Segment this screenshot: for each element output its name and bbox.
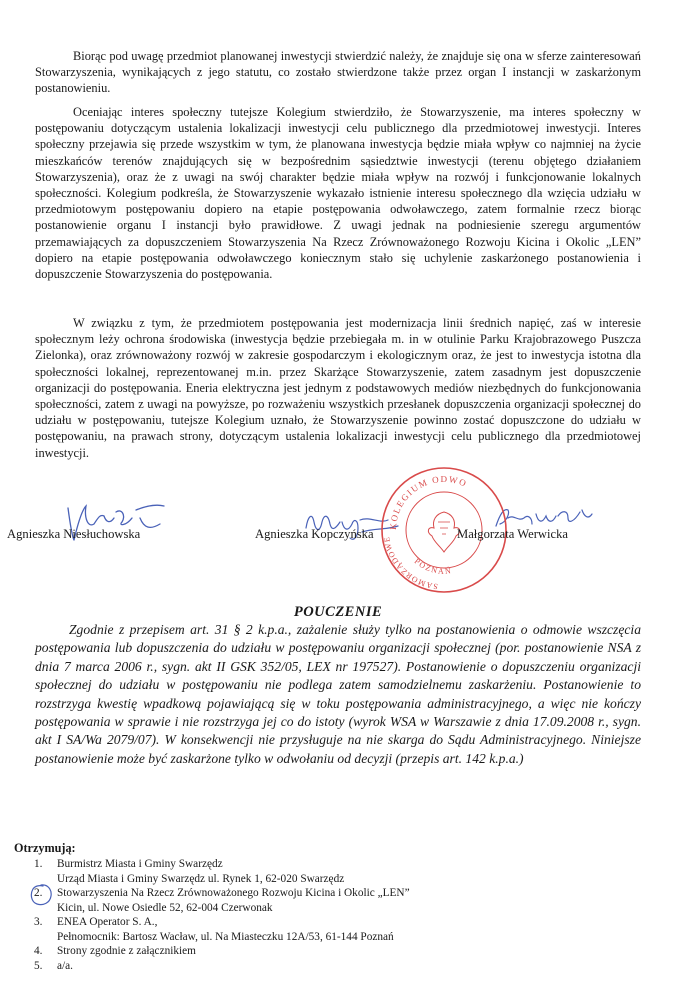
stamp-left-text: SAMORZĄDOWE [382,535,439,592]
body-paragraph-2: Oceniając interes społeczny tutejsze Kolegium stwierdziło, że Stowarzyszenie, ma interes społeczny w postępowaniu dotyczącym ustalenia lokalizacji inwestycji celu publicznego dla przedmiotowej inwestycji. Interes społeczny przejawia się przede wszystkim w tym, że planowana inwestycja będzie miała wpływ co najmniej na życie mieszkańców terenów znajdujących się w bezpośrednim sąsiedztwie inwestycji (terenu objętego działaniem Stowarzyszenia), oraz że z uwagi na swój charakter będzie miała wpływ na rozwój i funkcjonowanie lokalnych społeczności. Kolegium podkreśla, że Stowarzyszenie wykazało istnienie interesu społecznego dla wzięcia udziału w przedmiotowym postępowaniu dopiero na etapie postępowania odwoławczego, zatem formalnie rzecz biorąc postanowienie organu I instancji było prawidłowe. Z uwagi jednak na podniesienie szeregu argumentów przemawiających za dopuszczeniem Stowarzyszenia Na Rzecz Zrównoważonego Rozwoju Kicina i Okolic „LEN” dopiero na etapie postępowania odwoławczego koniecznym stało się uchylenie zaskarżonego postanowienia i dopuszczenie Stowarzyszenia do postępowania. [35,105,641,282]
recipient-name: ENEA Operator S. A., [57,916,158,928]
svg-text:KOLEGIUM ODWO [388,474,469,530]
signatory-name-2: Agnieszka Kopczyńska [255,527,374,541]
signatory-name-1: Agnieszka Niesłuchowska [7,527,141,541]
recipient-name: a/a. [57,959,73,972]
recipient-number: 5. [34,959,43,972]
recipient-address: Kicin, ul. Nowe Osiedle 52, 62-004 Czerwonak [57,901,273,914]
recipient-item [14,857,654,886]
pouczenie-heading: POUCZENIE [293,604,383,620]
handdrawn-circle-mark [28,882,54,908]
recipient-address: Pełnomocnik: Bartosz Wacław, ul. Na Miasteczku 12A/53, 61-144 Poznań [57,930,394,943]
recipient-name: Stowarzyszenia Na Rzecz Zrównoważonego Rozwoju Kicina i Okolic „LEN” [57,887,410,899]
recipient-item [14,886,654,915]
body-paragraph-3: W związku z tym, że przedmiotem postępowania jest modernizacja linii średnich napięć, zaś w interesie społecznym leży ochrona środowiska (inwestycja będzie przebiegała m. in w otulinie Parku Krajobrazowego Puszcza Zielonka), oraz zrównoważony rozwój w zakresie gospodarczym i ekologicznym oraz, że jest to inwestycja istotna dla społeczności lokalnej, reprezentowanej m.in. przez Skarżące Stowarzyszenie, zatem zasadnym jest dopuszczenie organizacji do postępowania. Eneria elektryczna jest jednym z podstawowych mediów niezbędnych do funkcjonowania społeczności, zatem z uwagi na powyższe, po rozważeniu wszystkich przesłanek dopuszczenia organizacji społecznej do udziału w postępowaniu, tutejsze Kolegium uznało, że Stowarzyszenie powinno zostać dopuszczone do udziału w postępowaniu, na prawach strony, dotyczącym ustalenia lokalizacji inwestycji celu publicznego dla przedmiotowej inwestycji. [35,316,641,460]
recipients-heading: Otrzymują: [14,841,76,855]
recipient-number: 4. [34,945,43,957]
recipient-number: 3. [34,916,43,928]
recipient-item [14,944,654,959]
recipient-number: 1. [34,858,43,870]
recipient-name: Strony zgodnie z załącznikiem [57,945,196,957]
recipients-list [14,857,654,973]
recipient-address: Urząd Miasta i Gminy Swarzędz ul. Rynek 1, 62-020 Swarzędz [57,872,345,885]
stamp-bottom-text: POZNAŃ [412,556,453,576]
pouczenie-text: Zgodnie z przepisem art. 31 § 2 k.p.a., zażalenie służy tylko na postanowienia o odmowie wszczęcia postępowania lub dopuszczenia do udziału w postępowaniu organizacji społecznej (por. postanowienie NSA z dnia 7 marca 2006 r., sygn. akt II GSK 352/05, LEX nr 197527). Postanowienie o dopuszczeniu organizacji społecznej do udziału w postępowaniu nie podlega zatem samodzielnemu zaskarżeniu. Postanowienie to rozstrzyga kwestię wpadkową pojawiającą się w toku postępowania administracyjnego, a więc nie kończy postępowania w sprawie i nie rozstrzyga jej co do istoty (wyrok WSA w Warszawie z dnia 17.09.2008 r., sygn. akt I SA/Wa 2079/07). W konsekwencji nie przysługuje na nie skarga do Sądu Administracyjnego. Niniejsze postanowienie może być zaskarżone tylko w odwołaniu od decyzji (przepis art. 142 k.p.a.) [35,622,641,766]
stamp-top-text: KOLEGIUM ODWO [387,473,469,531]
recipient-name: Burmistrz Miasta i Gminy Swarzędz [57,858,223,870]
recipient-number: 2. [34,887,43,899]
recipient-item [14,959,654,974]
svg-text:POZNAŃ [413,557,453,576]
body-paragraph-1: Biorąc pod uwagę przedmiot planowanej inwestycji stwierdzić należy, że znajduje się ona w sferze zainteresowań Stowarzyszenia, wynikających z jego statutu, co zostało stwierdzone także przez organ I instancji w zaskarżonym postanowieniu. [35,49,641,96]
recipient-item [14,915,654,944]
signatory-name-3: Małgorzata Werwicka [457,527,568,541]
